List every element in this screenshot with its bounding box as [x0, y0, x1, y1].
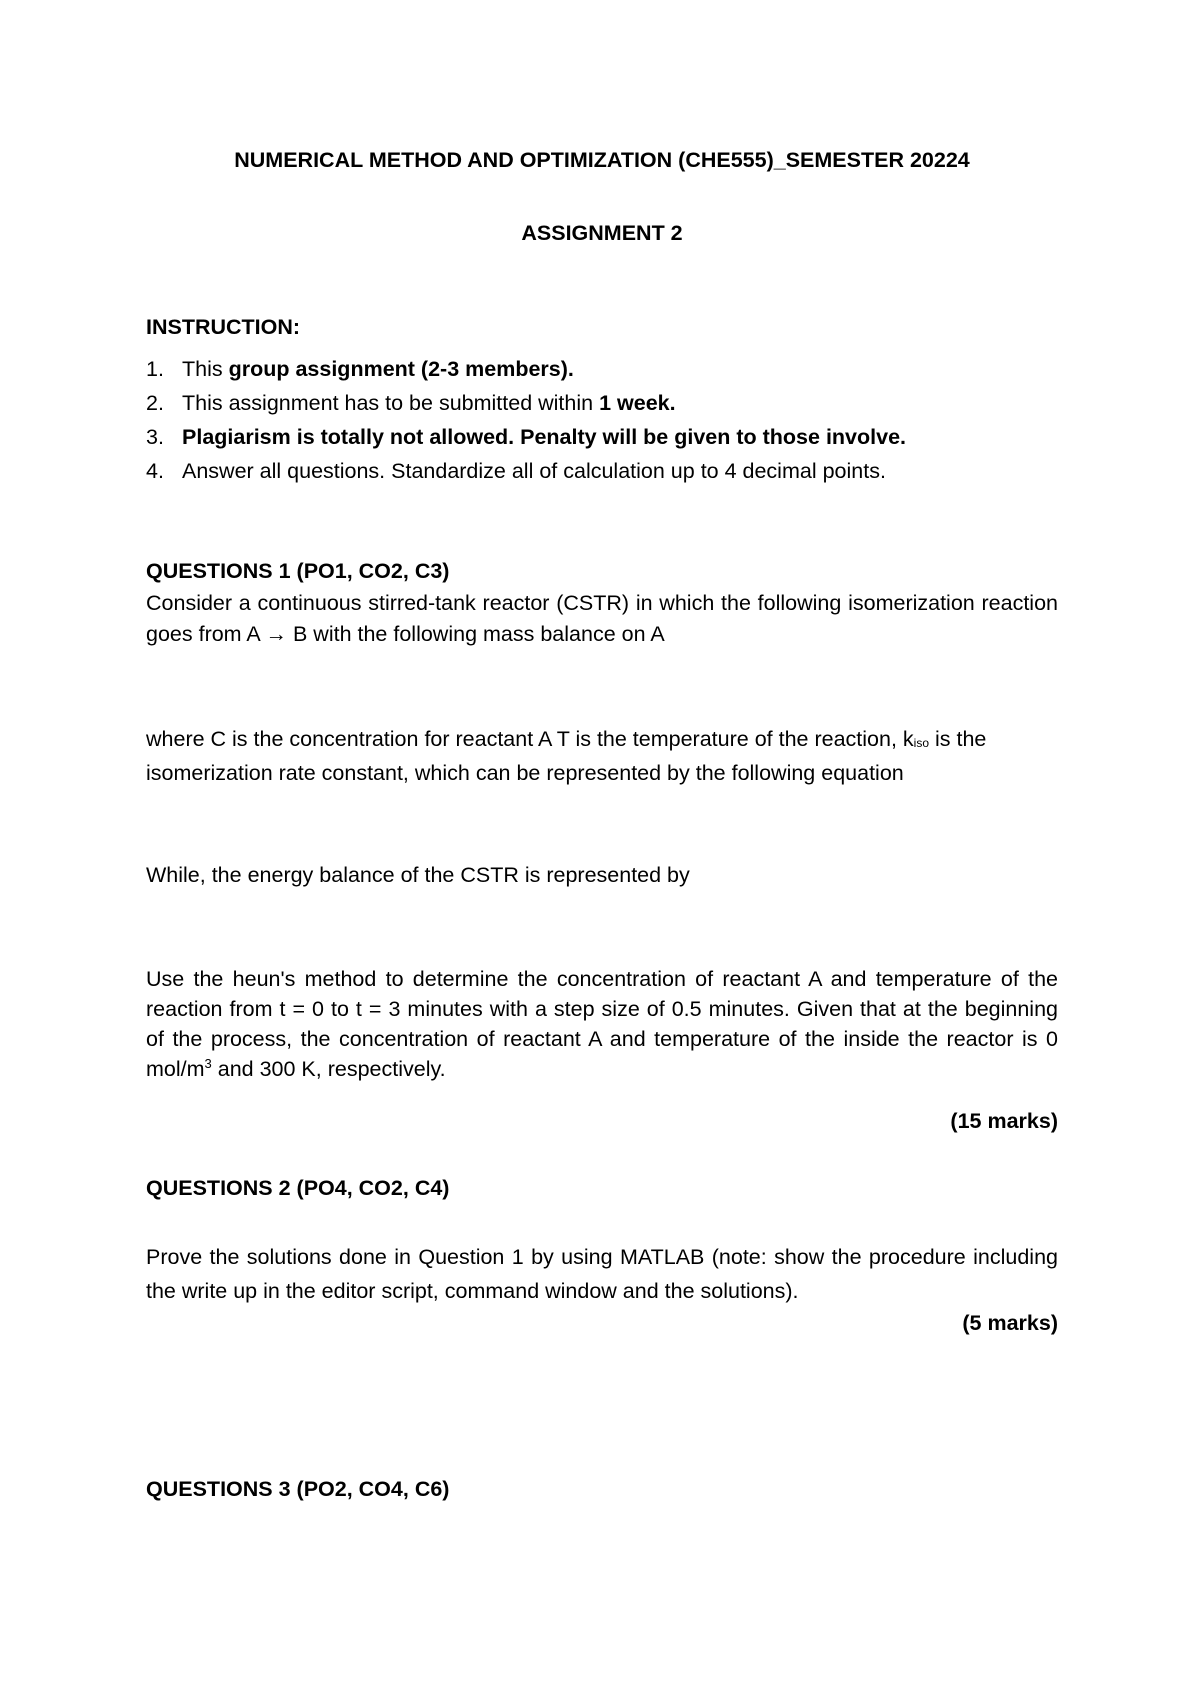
instruction-list [146, 354, 1058, 490]
question-3-heading: QUESTIONS 3 (PO2, CO4, C6) [146, 1477, 450, 1501]
instruction-item: 1. This group assignment (2-3 members). [146, 357, 574, 381]
question-2-paragraph: Prove the solutions done in Question 1 by using MATLAB (note: show the procedure including the write up in the editor script, command window and the solutions). [146, 1245, 1058, 1303]
question-1-paragraph: Consider a continuous stirred-tank reactor (CSTR) in which the following isomerization reaction goes from A → B with the following mass balance on A [146, 591, 1058, 646]
instruction-heading: INSTRUCTION: [146, 315, 301, 339]
instruction-item: 2. This assignment has to be submitted within 1 week. [146, 391, 676, 415]
page-content [146, 0, 1058, 1698]
question-1-energy-balance-text: While, the energy balance of the CSTR is represented by [146, 863, 690, 887]
instruction-item: 4. Answer all questions. Standardize all of calculation up to 4 decimal points. [146, 459, 886, 483]
question-1-heading: QUESTIONS 1 (PO1, CO2, C3) [146, 559, 450, 583]
course-title: NUMERICAL METHOD AND OPTIMIZATION (CHE555)_SEMESTER 20224 [234, 148, 970, 172]
question-2-marks: (5 marks) [962, 1311, 1058, 1335]
question-1-definitions: where C is the concentration for reactant A T is the temperature of the reaction, kiso is the isomerization rate constant, which can be represented by the following equation [146, 727, 987, 785]
question-1-marks: (15 marks) [950, 1109, 1058, 1133]
question-2-heading: QUESTIONS 2 (PO4, CO2, C4) [146, 1176, 450, 1200]
question-1-task: Use the heun's method to determine the concentration of reactant A and temperature of the reaction from t = 0 to t = 3 minutes with a step size of 0.5 minutes. Given that at the beginning of the process, the concentration of reactant A and temperature of the inside the reactor is 0 mol/$m^3$ and 300 K, respectively. [146, 967, 1058, 1081]
instruction-item: 3. Plagiarism is totally not allowed. Penalty will be given to those involve. [146, 425, 907, 449]
assignment-title: ASSIGNMENT 2 [521, 221, 683, 245]
